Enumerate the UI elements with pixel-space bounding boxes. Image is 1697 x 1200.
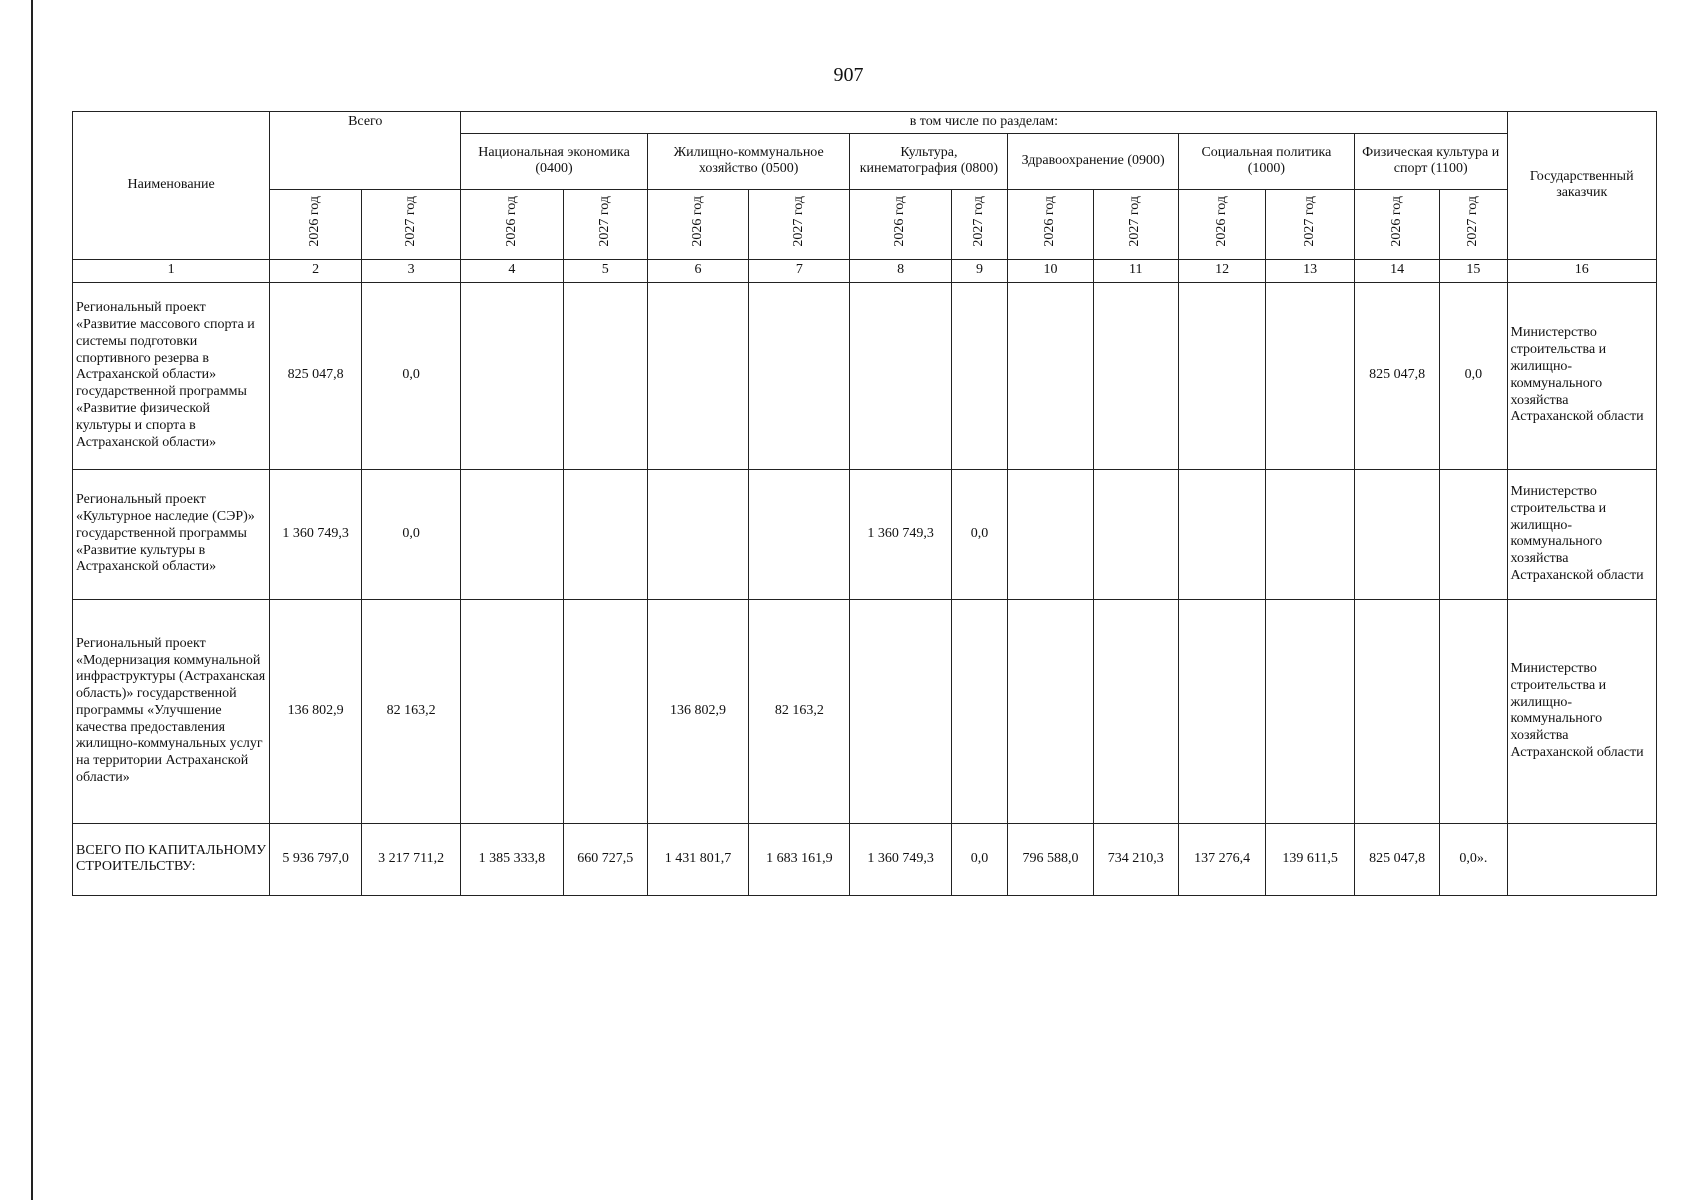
- column-number: 7: [749, 259, 850, 282]
- row-value: [850, 599, 951, 823]
- row-value: 136 802,9: [647, 599, 748, 823]
- table-row: [73, 469, 1657, 599]
- row-value: [1266, 469, 1355, 599]
- row-value: [951, 599, 1008, 823]
- total-value: 3 217 711,2: [362, 823, 461, 895]
- column-number: 2: [270, 259, 362, 282]
- row-customer: Министерство строительства и жилищно-коммунального хозяйства Астраханской области: [1507, 469, 1656, 599]
- row-value: [1354, 469, 1439, 599]
- column-number: 9: [951, 259, 1008, 282]
- row-value: [461, 599, 563, 823]
- row-value: [850, 282, 951, 469]
- row-customer: Министерство строительства и жилищно-коммунального хозяйства Астраханской области: [1507, 599, 1656, 823]
- column-number: 3: [362, 259, 461, 282]
- row-value: [1440, 599, 1507, 823]
- page-left-border: [31, 0, 33, 1200]
- year-header: 2026 год: [1354, 189, 1439, 259]
- year-header: 2027 год: [563, 189, 647, 259]
- row-value: [461, 282, 563, 469]
- header-section-1000: Социальная политика (1000): [1178, 133, 1354, 189]
- row-value: 0,0: [951, 469, 1008, 599]
- year-header: 2026 год: [647, 189, 748, 259]
- row-value: 82 163,2: [749, 599, 850, 823]
- column-number: 10: [1008, 259, 1093, 282]
- year-header: 2026 год: [1178, 189, 1265, 259]
- row-value: [1093, 469, 1178, 599]
- row-value: [563, 282, 647, 469]
- column-number: 1: [73, 259, 270, 282]
- row-value: [1440, 469, 1507, 599]
- row-value: 0,0: [362, 282, 461, 469]
- header-section-0800: Культура, кинематография (0800): [850, 133, 1008, 189]
- column-number: 4: [461, 259, 563, 282]
- year-header-row: [73, 189, 1657, 259]
- total-value: 1 683 161,9: [749, 823, 850, 895]
- row-value: [1008, 469, 1093, 599]
- row-value: [1008, 282, 1093, 469]
- row-value: 0,0: [1440, 282, 1507, 469]
- total-value: 1 360 749,3: [850, 823, 951, 895]
- row-value: [1093, 282, 1178, 469]
- header-section-0500: Жилищно-коммунальное хозяйство (0500): [647, 133, 850, 189]
- total-value: 0,0».: [1440, 823, 1507, 895]
- year-header: 2027 год: [1093, 189, 1178, 259]
- row-value: [461, 469, 563, 599]
- row-value: 0,0: [362, 469, 461, 599]
- column-number: 13: [1266, 259, 1355, 282]
- column-number: 11: [1093, 259, 1178, 282]
- total-value: 796 588,0: [1008, 823, 1093, 895]
- row-value: [1178, 599, 1265, 823]
- header-by-sections: в том числе по разделам:: [461, 112, 1507, 134]
- total-value: 0,0: [951, 823, 1008, 895]
- row-value: [647, 282, 748, 469]
- header-section-1100: Физическая культура и спорт (1100): [1354, 133, 1507, 189]
- row-value: 82 163,2: [362, 599, 461, 823]
- row-value: 136 802,9: [270, 599, 362, 823]
- row-value: 1 360 749,3: [270, 469, 362, 599]
- row-value: [1266, 282, 1355, 469]
- total-value: 660 727,5: [563, 823, 647, 895]
- row-value: [1266, 599, 1355, 823]
- year-header: 2026 год: [1008, 189, 1093, 259]
- header-customer: Государственный заказчик: [1507, 112, 1656, 260]
- row-name: Региональный проект «Культурное наследие (СЭР)» государственной программы «Развитие культуры в Астраханской области»: [73, 469, 270, 599]
- row-value: [1178, 469, 1265, 599]
- row-value: [1178, 282, 1265, 469]
- column-number: 14: [1354, 259, 1439, 282]
- column-number-row: [73, 259, 1657, 282]
- row-value: [749, 469, 850, 599]
- year-header: 2027 год: [749, 189, 850, 259]
- row-value: [647, 469, 748, 599]
- total-customer: [1507, 823, 1656, 895]
- total-value: 1 385 333,8: [461, 823, 563, 895]
- total-row: [73, 823, 1657, 895]
- column-number: 16: [1507, 259, 1656, 282]
- row-value: [563, 599, 647, 823]
- row-value: [563, 469, 647, 599]
- year-header: 2026 год: [270, 189, 362, 259]
- row-value: 825 047,8: [1354, 282, 1439, 469]
- row-value: [1093, 599, 1178, 823]
- total-value: 137 276,4: [1178, 823, 1265, 895]
- column-number: 6: [647, 259, 748, 282]
- column-number: 8: [850, 259, 951, 282]
- row-value: [951, 282, 1008, 469]
- header-name: Наименование: [73, 112, 270, 260]
- total-name: ВСЕГО ПО КАПИТАЛЬНОМУ СТРОИТЕЛЬСТВУ:: [73, 823, 270, 895]
- year-header: 2026 год: [850, 189, 951, 259]
- column-number: 12: [1178, 259, 1265, 282]
- header-section-0400: Национальная экономика (0400): [461, 133, 648, 189]
- total-value: 734 210,3: [1093, 823, 1178, 895]
- year-header: 2026 год: [461, 189, 563, 259]
- header-section-0900: Здравоохранение (0900): [1008, 133, 1179, 189]
- year-header: 2027 год: [1440, 189, 1507, 259]
- row-value: 825 047,8: [270, 282, 362, 469]
- row-name: Региональный проект «Модернизация коммунальной инфраструктуры (Астраханская область)» государственной программы «Улучшение качества предоставления жилищно-коммунальных услуг на территории Астраханской области»: [73, 599, 270, 823]
- total-value: 139 611,5: [1266, 823, 1355, 895]
- total-value: 1 431 801,7: [647, 823, 748, 895]
- column-number: 15: [1440, 259, 1507, 282]
- row-value: [749, 282, 850, 469]
- row-customer: Министерство строительства и жилищно-коммунального хозяйства Астраханской области: [1507, 282, 1656, 469]
- table-row: [73, 282, 1657, 469]
- table-row: [73, 599, 1657, 823]
- year-header: 2027 год: [1266, 189, 1355, 259]
- row-value: [1008, 599, 1093, 823]
- page-number: 907: [833, 64, 864, 86]
- total-value: 5 936 797,0: [270, 823, 362, 895]
- year-header: 2027 год: [951, 189, 1008, 259]
- capital-construction-table: [72, 111, 1657, 896]
- column-number: 5: [563, 259, 647, 282]
- row-value: [1354, 599, 1439, 823]
- year-header: 2027 год: [362, 189, 461, 259]
- total-value: 825 047,8: [1354, 823, 1439, 895]
- header-total: Всего: [270, 112, 461, 190]
- row-name: Региональный проект «Развитие массового спорта и системы подготовки спортивного резерва в Астраханской области» государственной программы «Развитие физической культуры и спорта в Астраханской области»: [73, 282, 270, 469]
- row-value: 1 360 749,3: [850, 469, 951, 599]
